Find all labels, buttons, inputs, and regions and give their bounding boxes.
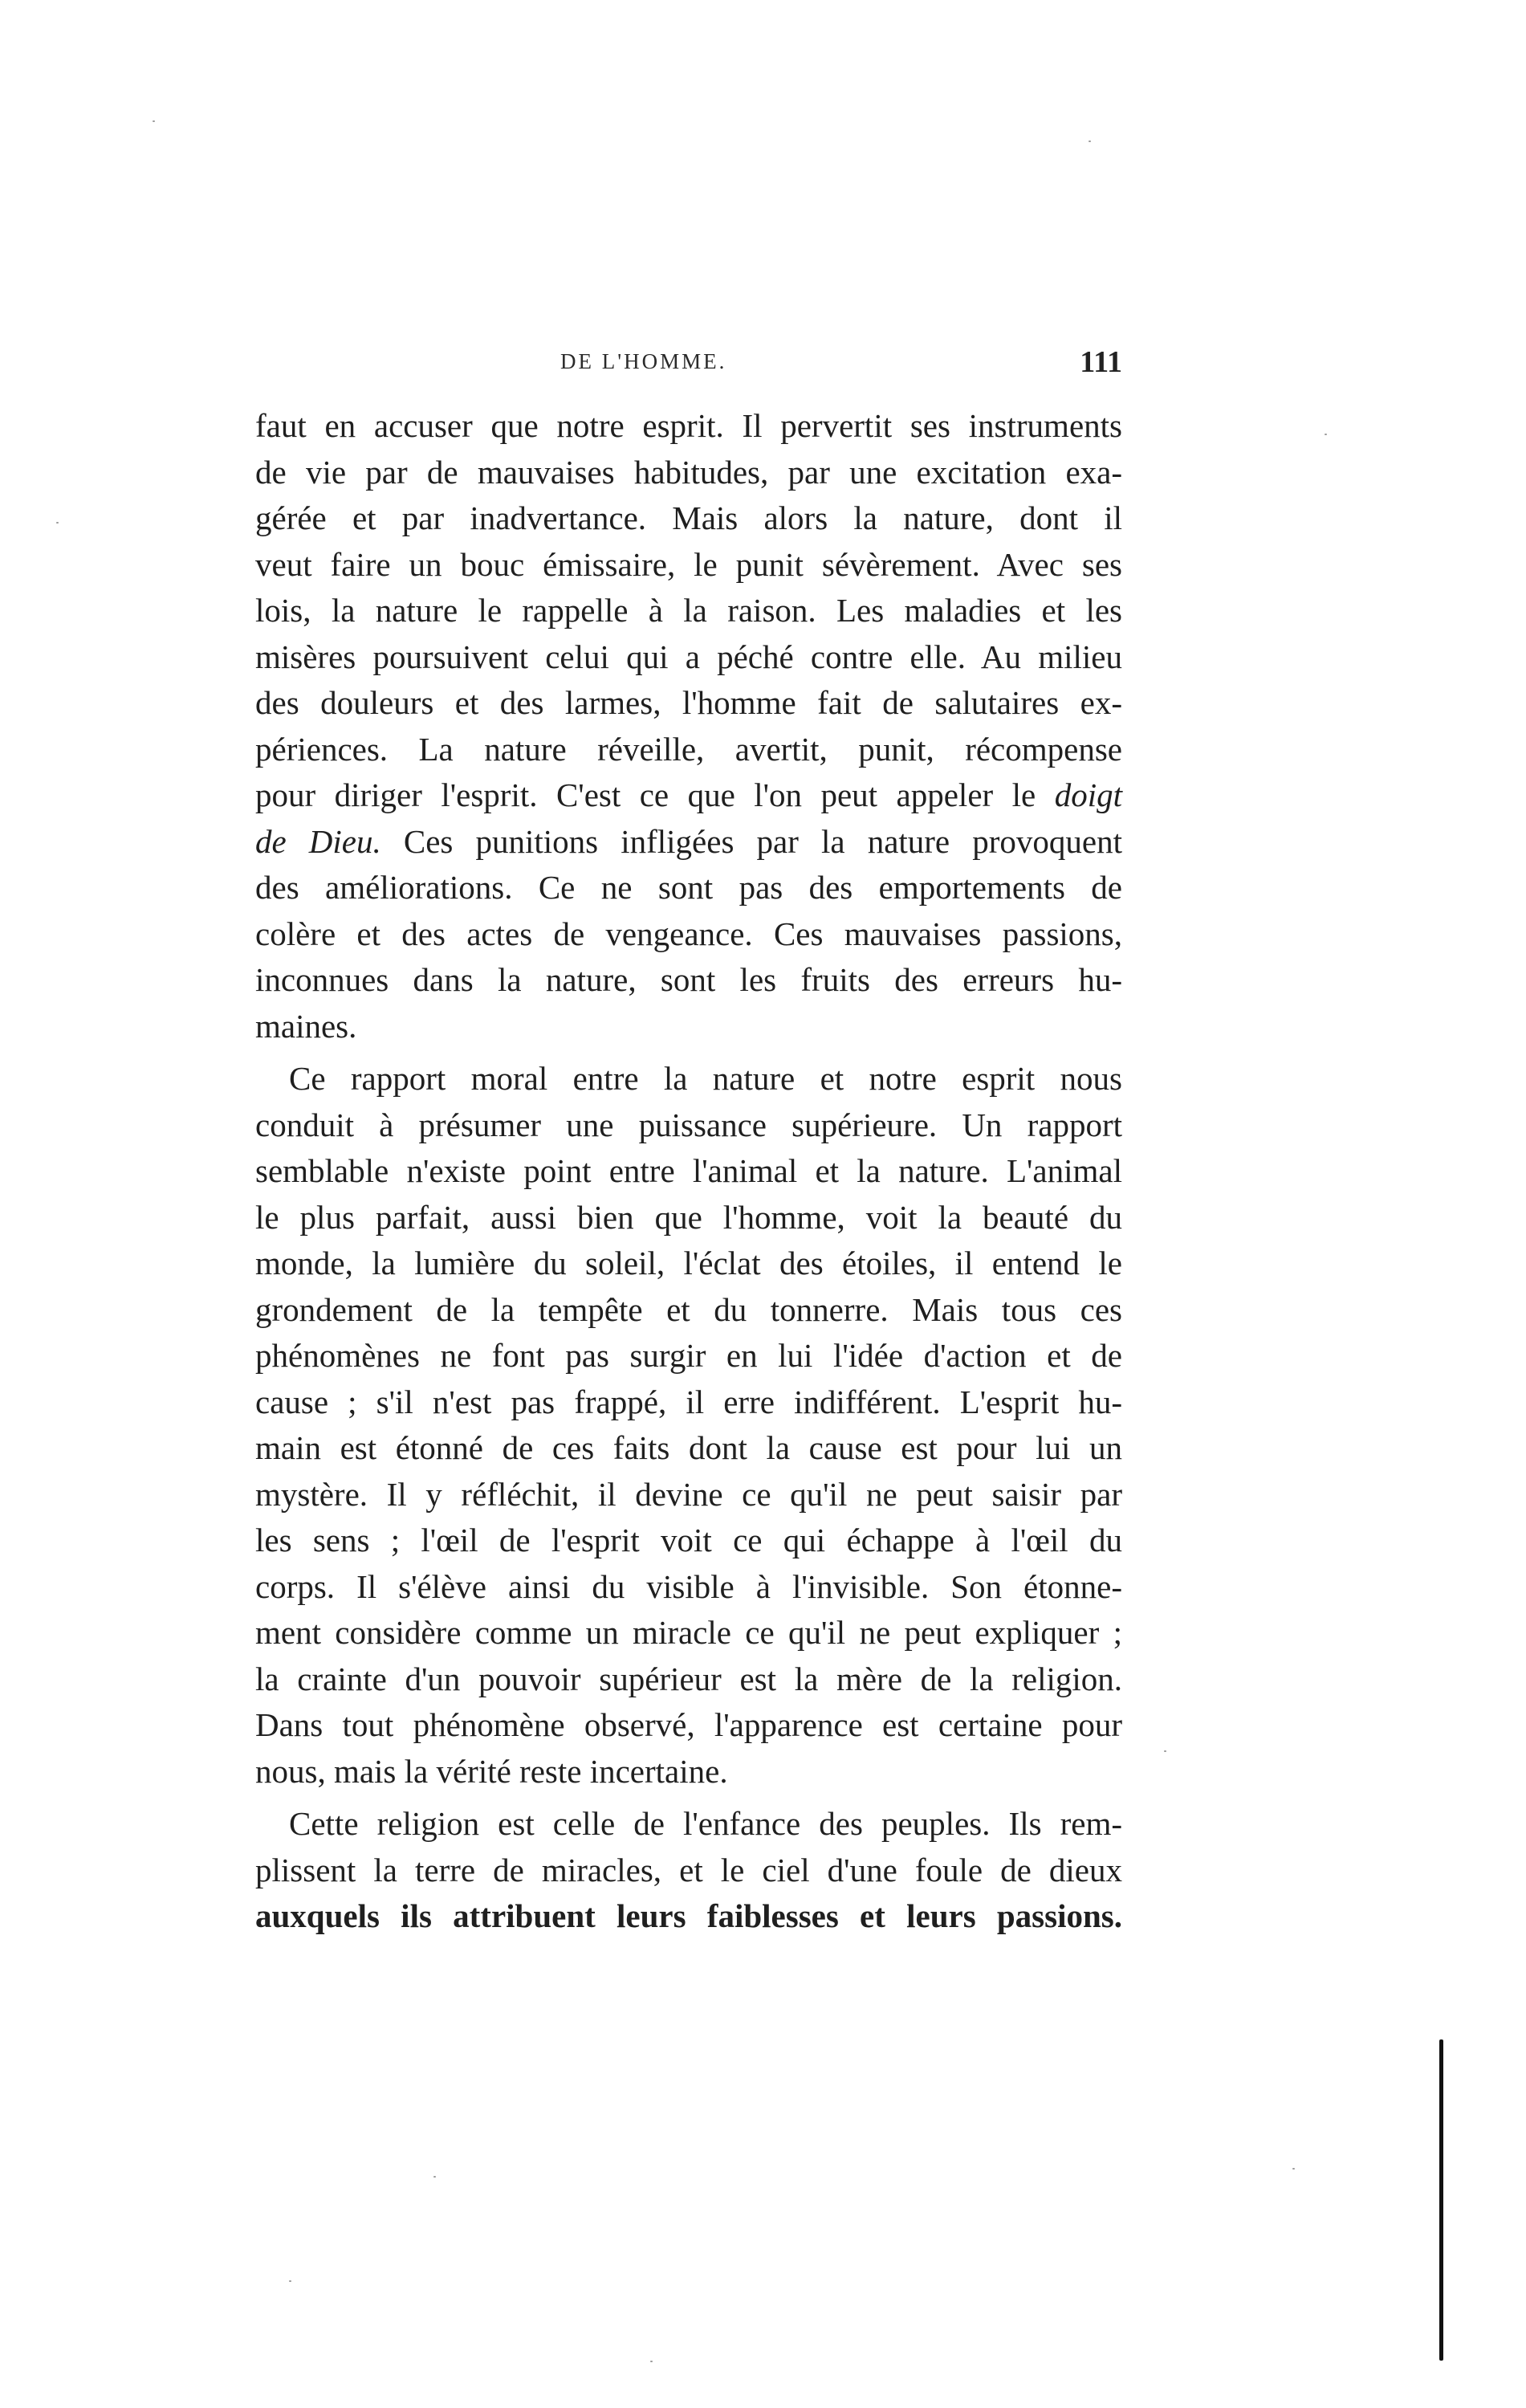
text-line: phénomènes ne font pas surgir en lui l'idée d'action et de [255,1337,1122,1374]
text-line: le plus parfait, aussi bien que l'homme, voit la beauté du [255,1198,1122,1236]
text-line: main est étonné de ces faits dont la cause est pour lui un [255,1429,1122,1466]
text-line: monde, la lumière du soleil, l'éclat des étoiles, il entend le [255,1245,1122,1281]
text-line: gérée et par inadvertance. Mais alors la nature, dont il [255,499,1122,536]
line-text: pour diriger l'esprit. C'est ce que l'on peut appeler le [255,776,1036,813]
text-line: des douleurs et des larmes, l'homme fait de salutaires ex- [255,684,1122,721]
text-line: mystère. Il y réfléchit, il devine ce qu'il ne peut saisir par [255,1475,1122,1513]
paragraph-gap [255,1795,1122,1801]
paragraph-gap [255,1049,1122,1056]
text-line: plissent la terre de miracles, et le ciel d'une foule de dieux [255,1851,1122,1889]
text-line: conduit à présumer une puissance supérieure. Un rapport [255,1106,1122,1143]
text-line: corps. Il s'élève ainsi du visible à l'invisible. Son étonne- [255,1567,1122,1605]
text-line: maines. [255,1007,357,1045]
text-line: cause ; s'il n'est pas frappé, il erre indifférent. L'esprit hu- [255,1383,1122,1420]
paper-speck [1089,141,1091,142]
text-line: semblable n'existe point entre l'animal et la nature. L'animal [255,1152,1122,1189]
text-line [255,772,1122,819]
text-line: Dans tout phénomène observé, l'apparence est certaine pour [255,1706,1122,1743]
paragraph-3 [255,1801,1122,1940]
text-line: inconnues dans la nature, sont les fruits des erreurs hu- [255,961,1122,998]
line-text: Ces punitions infligées par la nature provoquent [380,822,1122,860]
text-line: des améliorations. Ce ne sont pas des emportements de [255,869,1122,906]
text-body [255,403,1122,1940]
paragraph-1 [255,403,1122,1049]
running-title: DE L'HOMME. [560,349,727,373]
scan-edge-rule [1439,2039,1443,2361]
paper-speck [650,2361,653,2362]
text-line: auxquels ils attribuent leurs faiblesses et leurs passions. [255,1897,1122,1934]
text-line: nous, mais la vérité reste incertaine. [255,1752,728,1790]
text-line: veut faire un bouc émissaire, le punit sévèrement. Avec ses [255,545,1122,583]
text-line: Cette religion est celle de l'enfance des peuples. Ils rem- [289,1805,1122,1842]
text-line: faut en accuser que notre esprit. Il pervertit ses instruments [255,407,1122,444]
paper-speck [289,2280,291,2282]
text-line: ment considère comme un miracle ce qu'il ne peut expliquer ; [255,1614,1122,1651]
text-line [255,819,1122,866]
text-line: périences. La nature réveille, avertit, punit, récompense [255,730,1122,768]
page-header [255,345,1122,397]
page-number: 111 [1080,345,1122,379]
text-line: colère et des actes de vengeance. Ces mauvaises passions, [255,915,1122,952]
text-line: misères poursuivent celui qui a péché contre elle. Au milieu [255,638,1122,675]
paper-speck [56,522,59,524]
text-line: les sens ; l'œil de l'esprit voit ce qui échappe à l'œil du [255,1522,1122,1558]
emphasis-phrase: de Dieu. [255,822,381,860]
paper-speck [153,120,155,122]
paper-speck [433,2176,436,2178]
emphasis-word: doigt [1054,776,1122,813]
paper-speck [1164,1750,1166,1752]
text-line: lois, la nature le rappelle à la raison. Les maladies et les [255,592,1122,629]
paper-speck [1292,2168,1295,2170]
text-line: de vie par de mauvaises habitudes, par une excitation exa- [255,453,1122,491]
text-line: Ce rapport moral entre la nature et notre esprit nous [289,1060,1122,1097]
text-line: grondement de la tempête et du tonnerre. Mais tous ces [255,1290,1122,1328]
paper-speck [1325,434,1327,435]
text-line: la crainte d'un pouvoir supérieur est la mère de la religion. [255,1660,1122,1697]
paragraph-2 [255,1056,1122,1795]
